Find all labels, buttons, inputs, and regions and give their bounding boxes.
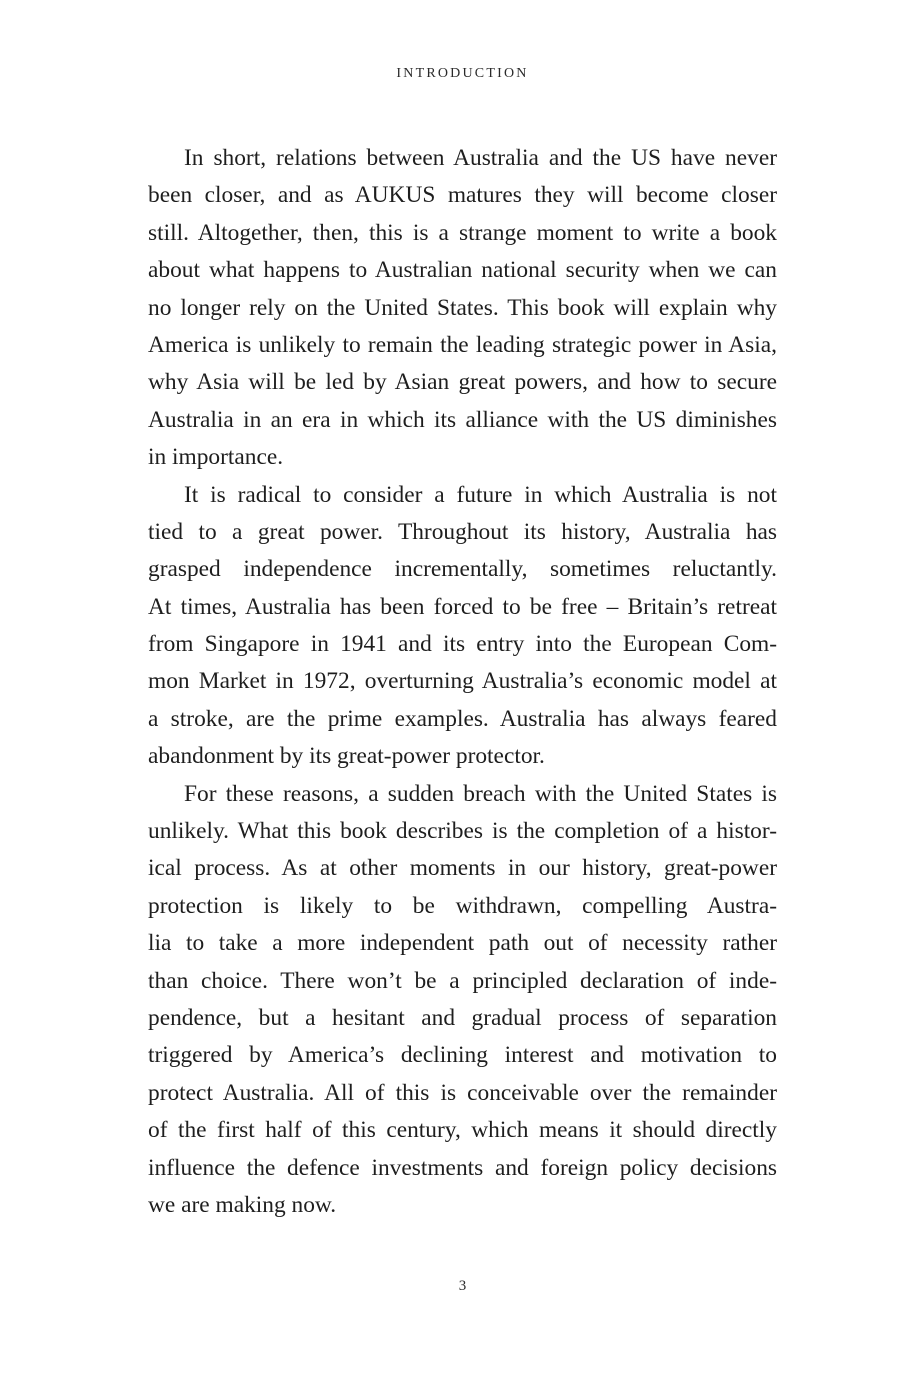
text-line: in importance. bbox=[148, 444, 284, 471]
text-line: protect Australia. All of this is conceivable over the remainder bbox=[148, 1079, 777, 1106]
paragraph-2 bbox=[148, 477, 777, 776]
text-line: why Asia will be led by Asian great powers, and how to secure bbox=[148, 369, 777, 396]
text-line: abandonment by its great-power protector. bbox=[148, 743, 545, 770]
text-line: It is radical to consider a future in which Australia is not bbox=[184, 481, 777, 508]
running-head: INTRODUCTION bbox=[396, 66, 529, 81]
text-line: tied to a great power. Throughout its history, Australia has bbox=[148, 518, 777, 545]
text-line: no longer rely on the United States. This book will explain why bbox=[148, 294, 777, 321]
text-line: grasped independence incrementally, sometimes reluctantly. bbox=[148, 556, 777, 583]
text-line: protection is likely to be withdrawn, compelling Austra- bbox=[148, 892, 777, 919]
text-line: In short, relations between Australia and the US have never bbox=[184, 145, 777, 171]
text-line: triggered by America’s declining interest and motivation to bbox=[148, 1042, 777, 1069]
text-line: a stroke, are the prime examples. Australia has always feared bbox=[148, 705, 777, 732]
text-line: America is unlikely to remain the leading strategic power in Asia, bbox=[148, 331, 777, 358]
body-text bbox=[148, 140, 777, 1224]
text-line: At times, Australia has been forced to be free – Britain’s retreat bbox=[148, 593, 777, 620]
text-line: of the first half of this century, which means it should directly bbox=[148, 1117, 777, 1144]
text-line: still. Altogether, then, this is a strange moment to write a book bbox=[148, 219, 777, 246]
text-line: mon Market in 1972, overturning Australia’s economic model at bbox=[148, 668, 777, 695]
text-line: from Singapore in 1941 and its entry into the European Com- bbox=[148, 631, 777, 658]
text-line: we are making now. bbox=[148, 1191, 337, 1218]
text-line: pendence, but a hesitant and gradual process of separation bbox=[148, 1004, 777, 1031]
text-line: about what happens to Australian national security when we can bbox=[148, 257, 777, 284]
text-line: ical process. As at other moments in our history, great-power bbox=[148, 855, 777, 882]
paragraph-1 bbox=[148, 140, 777, 477]
text-line: lia to take a more independent path out of necessity rather bbox=[148, 930, 777, 957]
text-line: Australia in an era in which its alliance with the US diminishes bbox=[148, 406, 777, 433]
text-line: unlikely. What this book describes is the completion of a histor- bbox=[148, 818, 777, 845]
text-line: For these reasons, a sudden breach with the United States is bbox=[184, 780, 777, 807]
text-line: influence the defence investments and foreign policy decisions bbox=[148, 1154, 777, 1181]
page-number: 3 bbox=[458, 1278, 467, 1294]
paragraph-3 bbox=[148, 776, 777, 1225]
text-line: been closer, and as AUKUS matures they will become closer bbox=[148, 182, 777, 209]
text-line: than choice. There won’t be a principled declaration of inde- bbox=[148, 967, 777, 994]
